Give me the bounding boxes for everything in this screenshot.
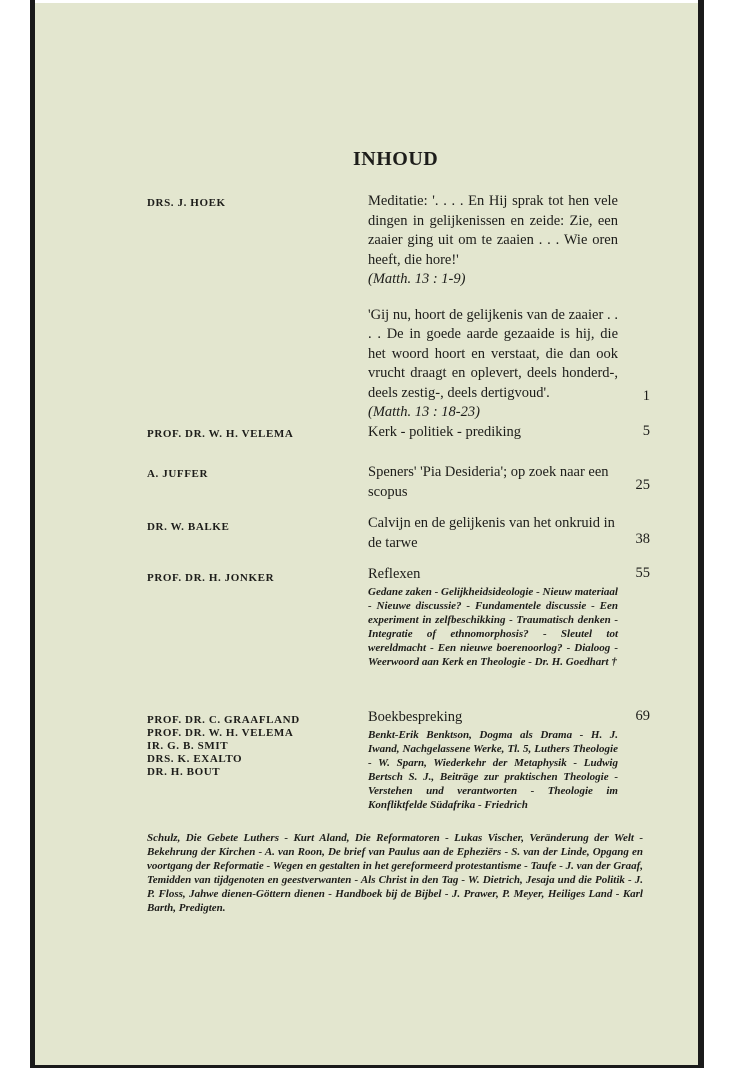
entry-subtopics-continuation: Schulz, Die Gebete Luthers - Kurt Aland, Die Reformatoren - Lukas Vischer, Veränderung der Welt - Bekehrung der Kirchen - A. van Roon, De brief van Paulus aan de Epheziërs - S. van der Linde, Opgang en voortgang der Reformatie - Wegen en gestalten in het gereformeerd protestantisme - Taufe - J. van der Graaf, Temidden van tijdgenoten en geestverwanten - Als Christ in den Tag - W. Dietrich, Jesaja und die Politik - J. P. Floss, Jahwe dienen-Göttern dienen - Handboek bij de Bijbel - J. Prawer, P. Meyer, Heiliges Land - Karl Barth, Predigten. — [147, 832, 643, 914]
entry-subtopics: Gedane zaken - Gelijkheidsideologie - Nieuw materiaal - Nieuwe discussie? - Fundamentele discussie - Een experiment in zelfbeschikking - Traumatisch denken - Integratie of ethnomorphosis? - Sleutel tot wereldmacht - Een nieuwe boerenoorlog? - Dialoog - Weerwoord aan Kerk en Theologie - Dr. H. Goedhart † — [368, 585, 618, 668]
toc-entry-speners: Speners' 'Pia Desideria'; op zoek naar een scopus — [368, 464, 609, 500]
entry-text: Boekbespreking — [368, 709, 463, 725]
entry-author: DR. W. BALKE — [147, 521, 230, 533]
page-number: 38 — [635, 531, 650, 547]
toc-entry-meditatie — [368, 192, 618, 423]
entry-author: IR. G. B. SMIT — [147, 740, 229, 752]
entry-author: PROF. DR. H. JONKER — [147, 572, 275, 584]
page-number: 25 — [635, 477, 650, 493]
document-page — [35, 3, 698, 1065]
entry-author: DRS. K. EXALTO — [147, 753, 243, 765]
entry-text: Reflexen — [368, 566, 421, 582]
toc-entry-kerk: Kerk - politiek - prediking — [368, 424, 522, 440]
page-number: 55 — [635, 565, 650, 581]
entry-author: PROF. DR. W. H. VELEMA — [147, 727, 294, 739]
toc-entry-calvijn: Calvijn en de gelijkenis van het onkruid in de tarwe — [368, 515, 615, 551]
entry-author: DR. H. BOUT — [147, 766, 221, 778]
entry-authors — [147, 714, 300, 779]
page-number: 69 — [635, 708, 650, 724]
scripture-reference: (Matth. 13 : 1-9) — [368, 271, 466, 287]
toc-entry-reflexen — [368, 565, 618, 669]
entry-author: DRS. J. HOEK — [147, 197, 226, 209]
page-title: INHOUD — [353, 148, 439, 170]
entry-author: A. JUFFER — [147, 468, 209, 480]
entry-text: Meditatie: '. . . . En Hij sprak tot hen vele dingen in gelijkenissen en zeide: Zie, een zaaier ging uit om te zaaien . . . Wie oren heeft, die hore!' — [368, 193, 618, 268]
entry-text: 'Gij nu, hoort de gelijkenis van de zaaier . . . . De in goede aarde gezaaide is hij, die het woord hoort en verstaat, die dan ook vrucht draagt en oplevert, deels honderd-, deels zestig-, deels dertigvoud'. — [368, 306, 618, 401]
entry-author: PROF. DR. W. H. VELEMA — [147, 428, 294, 440]
page-number: 1 — [642, 388, 650, 404]
scan-edge-right — [698, 0, 704, 1068]
entry-author: PROF. DR. C. GRAAFLAND — [147, 714, 300, 726]
entry-subtopics: Benkt-Erik Benktson, Dogma als Drama - H. J. Iwand, Nachgelassene Werke, Tl. 5, Luthers Theologie - W. Sparn, Wiederkehr der Metaphysik - Ludwig Bertsch S. J., Beiträge zur praktischen Theologie - Verstehen und verantworten - Theologie im Konfliktfelde Südafrika - Friedrich — [368, 728, 618, 811]
toc-entry-boekbespreking — [368, 708, 618, 812]
page-number: 5 — [642, 423, 650, 439]
scripture-reference: (Matth. 13 : 18-23) — [368, 404, 480, 420]
